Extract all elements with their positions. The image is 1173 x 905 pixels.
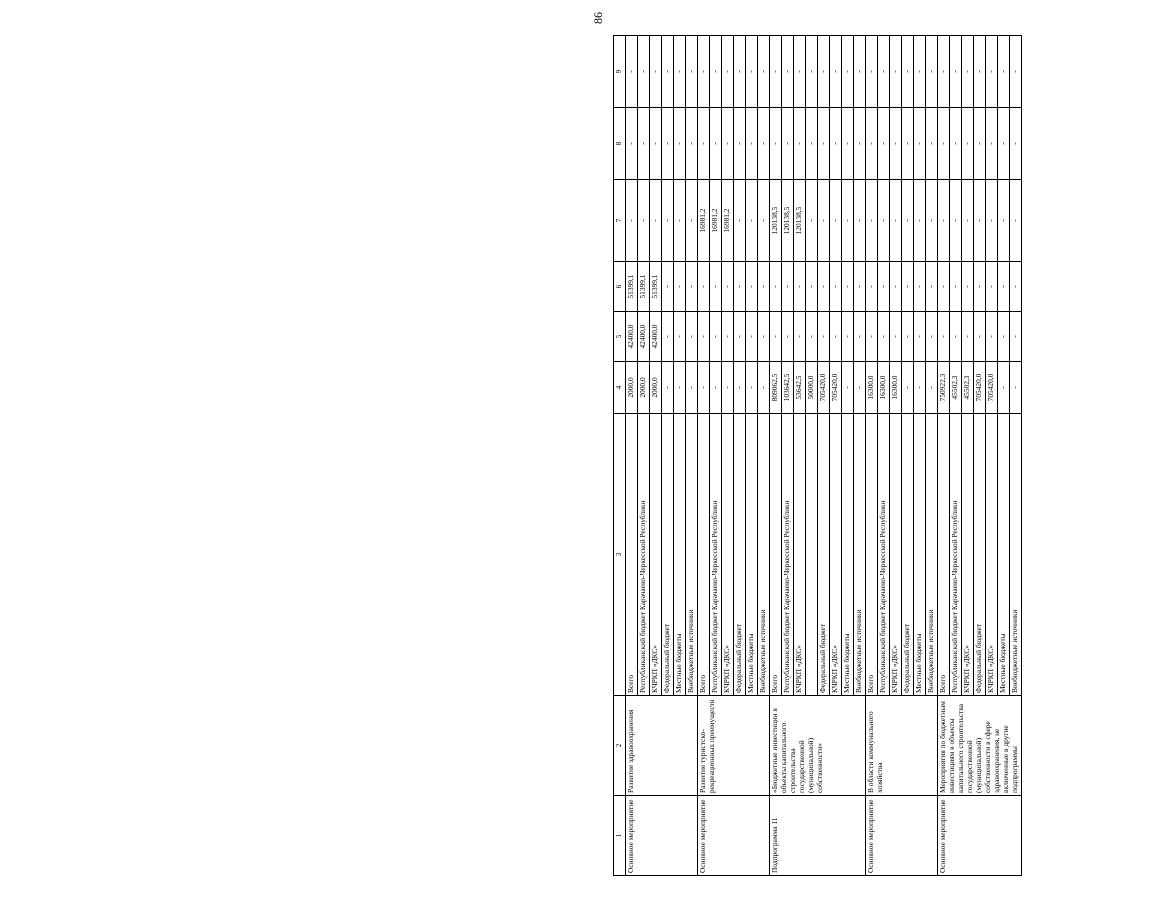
amount-cell-c8: -	[950, 108, 962, 180]
funding-source-cell: Внебюджетные источники	[1010, 414, 1022, 696]
amount-cell-c6: -	[674, 262, 686, 312]
amount-cell-c6: -	[746, 262, 758, 312]
amount-cell-c6: -	[758, 262, 770, 312]
funding-source-cell: Федеральный бюджет	[818, 414, 830, 696]
amount-cell-c4: 2000,0	[650, 362, 662, 414]
amount-cell-c9: -	[686, 36, 698, 108]
amount-cell-c4: 16300,0	[890, 362, 902, 414]
funding-source-cell: Всего	[770, 414, 782, 696]
column-header: 3	[614, 414, 626, 696]
amount-cell-c9: -	[758, 36, 770, 108]
amount-cell-c8: -	[722, 108, 734, 180]
amount-cell-c5: -	[722, 312, 734, 362]
amount-cell-c5: -	[998, 312, 1010, 362]
amount-cell-c8: -	[698, 108, 710, 180]
amount-cell-c7: -	[746, 180, 758, 262]
amount-cell-c5: -	[842, 312, 854, 362]
amount-cell-c5: -	[950, 312, 962, 362]
amount-cell-c9: -	[914, 36, 926, 108]
amount-cell-c8: -	[998, 108, 1010, 180]
funding-source-cell: КЧРКП «ДКС»	[986, 414, 998, 696]
column-header: 7	[614, 180, 626, 262]
amount-cell-c6: -	[722, 262, 734, 312]
funding-source-cell: Всего	[866, 414, 878, 696]
amount-cell-c9: -	[902, 36, 914, 108]
amount-cell-c8: -	[782, 108, 794, 180]
amount-cell-c6: -	[782, 262, 794, 312]
amount-cell-c6: -	[974, 262, 986, 312]
amount-cell-c7: 16981,2	[722, 180, 734, 262]
amount-cell-c5: -	[926, 312, 938, 362]
amount-cell-c4: -	[746, 362, 758, 414]
amount-cell-c8: -	[830, 108, 842, 180]
amount-cell-c7: -	[890, 180, 902, 262]
amount-cell-c9: -	[626, 36, 638, 108]
amount-cell-c9: -	[998, 36, 1010, 108]
funding-source-cell: Всего	[626, 414, 638, 696]
amount-cell-c6: -	[830, 262, 842, 312]
amount-cell-c4: -	[998, 362, 1010, 414]
amount-cell-c4: 705420,0	[818, 362, 830, 414]
amount-cell-c4: 705420,0	[830, 362, 842, 414]
activity-name-cell: Развитие туристско-рекреационных преимуществ	[698, 696, 770, 796]
amount-cell-c9: -	[926, 36, 938, 108]
amount-cell-c6: -	[662, 262, 674, 312]
amount-cell-c9: -	[962, 36, 974, 108]
amount-cell-c4: 16300,0	[866, 362, 878, 414]
amount-cell-c4: 705420,0	[986, 362, 998, 414]
amount-cell-c9: -	[878, 36, 890, 108]
amount-cell-c4: 45502,3	[950, 362, 962, 414]
amount-cell-c5: -	[686, 312, 698, 362]
amount-cell-c5: -	[674, 312, 686, 362]
amount-cell-c8: -	[638, 108, 650, 180]
amount-cell-c8: -	[866, 108, 878, 180]
amount-cell-c5: -	[914, 312, 926, 362]
header-row	[614, 36, 626, 876]
amount-cell-c5: -	[662, 312, 674, 362]
amount-cell-c7: -	[902, 180, 914, 262]
funding-source-cell: Местные бюджеты	[746, 414, 758, 696]
column-header: 5	[614, 312, 626, 362]
amount-cell-c8: -	[710, 108, 722, 180]
funding-source-cell: КЧРКП «ДКС»	[890, 414, 902, 696]
funding-source-cell: Республиканский бюджет Карачаево-Черкесской Республики	[950, 414, 962, 696]
amount-cell-c9: -	[794, 36, 806, 108]
amount-cell-c5: -	[746, 312, 758, 362]
funding-source-cell: Внебюджетные источники	[926, 414, 938, 696]
activity-type-cell: Основное мероприятие	[866, 796, 938, 876]
amount-cell-c6: 51399,1	[626, 262, 638, 312]
funding-source-cell: Республиканский бюджет Карачаево-Черкесской Республики	[638, 414, 650, 696]
amount-cell-c9: -	[938, 36, 950, 108]
amount-cell-c7: 120138,5	[770, 180, 782, 262]
amount-cell-c6: -	[770, 262, 782, 312]
amount-cell-c5: -	[1010, 312, 1022, 362]
amount-cell-c8: -	[674, 108, 686, 180]
amount-cell-c4: -	[902, 362, 914, 414]
amount-cell-c7: -	[974, 180, 986, 262]
amount-cell-c8: -	[806, 108, 818, 180]
amount-cell-c6: -	[926, 262, 938, 312]
amount-cell-c5: 42400,0	[626, 312, 638, 362]
amount-cell-c7: -	[842, 180, 854, 262]
amount-cell-c6: -	[842, 262, 854, 312]
amount-cell-c9: -	[806, 36, 818, 108]
amount-cell-c5: -	[962, 312, 974, 362]
amount-cell-c5: 42400,0	[650, 312, 662, 362]
amount-cell-c4: -	[662, 362, 674, 414]
amount-cell-c9: -	[782, 36, 794, 108]
amount-cell-c9: -	[986, 36, 998, 108]
amount-cell-c8: -	[794, 108, 806, 180]
amount-cell-c8: -	[626, 108, 638, 180]
amount-cell-c4: 705420,0	[974, 362, 986, 414]
amount-cell-c5: -	[794, 312, 806, 362]
amount-cell-c9: -	[674, 36, 686, 108]
amount-cell-c5: -	[938, 312, 950, 362]
funding-source-cell	[806, 414, 818, 696]
amount-cell-c7: -	[638, 180, 650, 262]
funding-source-cell: Местные бюджеты	[674, 414, 686, 696]
activity-type-cell: Основное мероприятие	[626, 796, 698, 876]
amount-cell-c6: -	[1010, 262, 1022, 312]
amount-cell-c8: -	[914, 108, 926, 180]
amount-cell-c6: 51399,1	[650, 262, 662, 312]
amount-cell-c8: -	[650, 108, 662, 180]
column-header: 4	[614, 362, 626, 414]
amount-cell-c7: -	[674, 180, 686, 262]
funding-source-cell: КЧРКП «ДКС»	[794, 414, 806, 696]
amount-cell-c6: -	[938, 262, 950, 312]
amount-cell-c7: -	[626, 180, 638, 262]
funding-source-cell: КЧРКП «ДКС»	[962, 414, 974, 696]
amount-cell-c8: -	[974, 108, 986, 180]
amount-cell-c8: -	[986, 108, 998, 180]
budget-table	[613, 35, 1022, 876]
column-header: 1	[614, 796, 626, 876]
amount-cell-c4: 103642,5	[782, 362, 794, 414]
amount-cell-c7: -	[758, 180, 770, 262]
amount-cell-c5: -	[830, 312, 842, 362]
amount-cell-c7: -	[926, 180, 938, 262]
amount-cell-c9: -	[950, 36, 962, 108]
funding-source-cell: Республиканский бюджет Карачаево-Черкесской Республики	[878, 414, 890, 696]
funding-source-cell: Всего	[698, 414, 710, 696]
amount-cell-c7: -	[650, 180, 662, 262]
amount-cell-c5: -	[818, 312, 830, 362]
funding-source-cell: Республиканский бюджет Карачаево-Черкесской Республики	[710, 414, 722, 696]
amount-cell-c6: -	[818, 262, 830, 312]
amount-cell-c9: -	[638, 36, 650, 108]
amount-cell-c4: -	[914, 362, 926, 414]
amount-cell-c9: -	[698, 36, 710, 108]
amount-cell-c6: -	[806, 262, 818, 312]
table-row	[866, 36, 878, 876]
table-row	[770, 36, 782, 876]
amount-cell-c8: -	[770, 108, 782, 180]
funding-source-cell: Федеральный бюджет	[974, 414, 986, 696]
activity-type-cell: Подпрограмма 11	[770, 796, 866, 876]
amount-cell-c6: -	[902, 262, 914, 312]
column-header: 8	[614, 108, 626, 180]
amount-cell-c7: -	[914, 180, 926, 262]
amount-cell-c6: -	[866, 262, 878, 312]
amount-cell-c4: 45502,3	[962, 362, 974, 414]
amount-cell-c6: -	[914, 262, 926, 312]
table-row	[938, 36, 950, 876]
amount-cell-c8: -	[842, 108, 854, 180]
amount-cell-c4: 50000,0	[806, 362, 818, 414]
funding-source-cell: Местные бюджеты	[842, 414, 854, 696]
funding-source-cell: Внебюджетные источники	[686, 414, 698, 696]
amount-cell-c9: -	[770, 36, 782, 108]
amount-cell-c7: -	[986, 180, 998, 262]
funding-source-cell: Внебюджетные источники	[854, 414, 866, 696]
amount-cell-c8: -	[1010, 108, 1022, 180]
amount-cell-c7: -	[854, 180, 866, 262]
amount-cell-c6: -	[890, 262, 902, 312]
amount-cell-c6: -	[698, 262, 710, 312]
amount-cell-c4: -	[842, 362, 854, 414]
amount-cell-c9: -	[746, 36, 758, 108]
activity-name-cell: «Бюджетные инвестиции в объекты капитального строительства государственной (муниципальной) собственности»	[770, 696, 866, 796]
amount-cell-c7: -	[662, 180, 674, 262]
amount-cell-c6: -	[686, 262, 698, 312]
amount-cell-c6: -	[962, 262, 974, 312]
funding-source-cell: КЧРКП «ДКС»	[830, 414, 842, 696]
funding-source-cell: Федеральный бюджет	[734, 414, 746, 696]
page-number: 86	[591, 12, 605, 24]
amount-cell-c4: -	[674, 362, 686, 414]
amount-cell-c5: -	[986, 312, 998, 362]
rotated-table-container	[613, 36, 1173, 876]
amount-cell-c4: 2000,0	[638, 362, 650, 414]
column-header: 9	[614, 36, 626, 108]
amount-cell-c5: -	[710, 312, 722, 362]
amount-cell-c9: -	[974, 36, 986, 108]
amount-cell-c9: -	[1010, 36, 1022, 108]
amount-cell-c4: -	[722, 362, 734, 414]
amount-cell-c6: -	[878, 262, 890, 312]
amount-cell-c8: -	[662, 108, 674, 180]
activity-name-cell: В области коммунального хозяйства	[866, 696, 938, 796]
table-row	[626, 36, 638, 876]
amount-cell-c8: -	[878, 108, 890, 180]
amount-cell-c9: -	[890, 36, 902, 108]
amount-cell-c6: -	[998, 262, 1010, 312]
amount-cell-c4: -	[710, 362, 722, 414]
column-header: 2	[614, 696, 626, 796]
amount-cell-c8: -	[746, 108, 758, 180]
funding-source-cell: Местные бюджеты	[914, 414, 926, 696]
amount-cell-c4: -	[686, 362, 698, 414]
amount-cell-c7: -	[950, 180, 962, 262]
table-body	[626, 36, 1022, 876]
amount-cell-c7: -	[938, 180, 950, 262]
amount-cell-c6: -	[710, 262, 722, 312]
funding-source-cell: Местные бюджеты	[998, 414, 1010, 696]
amount-cell-c5: -	[854, 312, 866, 362]
amount-cell-c7: 120138,5	[794, 180, 806, 262]
funding-source-cell: Республиканский бюджет Карачаево-Черкесской Республики	[782, 414, 794, 696]
amount-cell-c5: -	[806, 312, 818, 362]
amount-cell-c9: -	[650, 36, 662, 108]
funding-source-cell: КЧРКП «ДКС»	[722, 414, 734, 696]
amount-cell-c4: 809062,5	[770, 362, 782, 414]
amount-cell-c5: -	[878, 312, 890, 362]
amount-cell-c4: 750922,3	[938, 362, 950, 414]
funding-source-cell: Внебюджетные источники	[758, 414, 770, 696]
table-row	[698, 36, 710, 876]
amount-cell-c5: -	[866, 312, 878, 362]
amount-cell-c8: -	[962, 108, 974, 180]
amount-cell-c9: -	[866, 36, 878, 108]
funding-source-cell: Всего	[938, 414, 950, 696]
amount-cell-c4: 16300,0	[878, 362, 890, 414]
amount-cell-c7: 120138,5	[782, 180, 794, 262]
amount-cell-c5: -	[902, 312, 914, 362]
amount-cell-c8: -	[818, 108, 830, 180]
funding-source-cell: КЧРКП «ДКС»	[650, 414, 662, 696]
amount-cell-c7: -	[866, 180, 878, 262]
amount-cell-c8: -	[854, 108, 866, 180]
amount-cell-c4: -	[1010, 362, 1022, 414]
amount-cell-c7: -	[830, 180, 842, 262]
amount-cell-c4: -	[698, 362, 710, 414]
amount-cell-c4: -	[926, 362, 938, 414]
amount-cell-c5: -	[782, 312, 794, 362]
amount-cell-c5: -	[698, 312, 710, 362]
amount-cell-c9: -	[830, 36, 842, 108]
amount-cell-c4: -	[854, 362, 866, 414]
amount-cell-c8: -	[686, 108, 698, 180]
amount-cell-c7: 16981,2	[710, 180, 722, 262]
amount-cell-c9: -	[710, 36, 722, 108]
amount-cell-c9: -	[854, 36, 866, 108]
amount-cell-c5: -	[770, 312, 782, 362]
amount-cell-c5: 42400,0	[638, 312, 650, 362]
amount-cell-c4: -	[758, 362, 770, 414]
amount-cell-c9: -	[722, 36, 734, 108]
amount-cell-c4: 2000,0	[626, 362, 638, 414]
activity-type-cell: Основное мероприятие	[698, 796, 770, 876]
amount-cell-c7: -	[962, 180, 974, 262]
amount-cell-c8: -	[758, 108, 770, 180]
activity-name-cell: Развитие здравоохранения	[626, 696, 698, 796]
amount-cell-c9: -	[818, 36, 830, 108]
amount-cell-c5: -	[758, 312, 770, 362]
amount-cell-c9: -	[734, 36, 746, 108]
amount-cell-c7: 16981,2	[698, 180, 710, 262]
amount-cell-c6: -	[950, 262, 962, 312]
amount-cell-c8: -	[938, 108, 950, 180]
amount-cell-c7: -	[878, 180, 890, 262]
amount-cell-c8: -	[926, 108, 938, 180]
column-header: 6	[614, 262, 626, 312]
amount-cell-c7: -	[734, 180, 746, 262]
amount-cell-c8: -	[734, 108, 746, 180]
funding-source-cell: Федеральный бюджет	[902, 414, 914, 696]
amount-cell-c4: 53642,5	[794, 362, 806, 414]
amount-cell-c8: -	[890, 108, 902, 180]
amount-cell-c6: -	[794, 262, 806, 312]
funding-source-cell: Федеральный бюджет	[662, 414, 674, 696]
amount-cell-c7: -	[998, 180, 1010, 262]
amount-cell-c6: -	[734, 262, 746, 312]
amount-cell-c5: -	[974, 312, 986, 362]
activity-type-cell: Основное мероприятие	[938, 796, 1022, 876]
amount-cell-c9: -	[842, 36, 854, 108]
activity-name-cell: Мероприятия по бюджетным инвестициям в объекты капитального строительства государственной (муниципальной) собственности в сфере здравоохранения, не включенные в другие подпрограммы	[938, 696, 1022, 796]
amount-cell-c7: -	[806, 180, 818, 262]
amount-cell-c8: -	[902, 108, 914, 180]
amount-cell-c7: -	[1010, 180, 1022, 262]
amount-cell-c6: -	[986, 262, 998, 312]
amount-cell-c5: -	[890, 312, 902, 362]
amount-cell-c7: -	[818, 180, 830, 262]
amount-cell-c6: 51399,1	[638, 262, 650, 312]
amount-cell-c4: -	[734, 362, 746, 414]
amount-cell-c6: -	[854, 262, 866, 312]
amount-cell-c9: -	[662, 36, 674, 108]
amount-cell-c7: -	[686, 180, 698, 262]
amount-cell-c5: -	[734, 312, 746, 362]
